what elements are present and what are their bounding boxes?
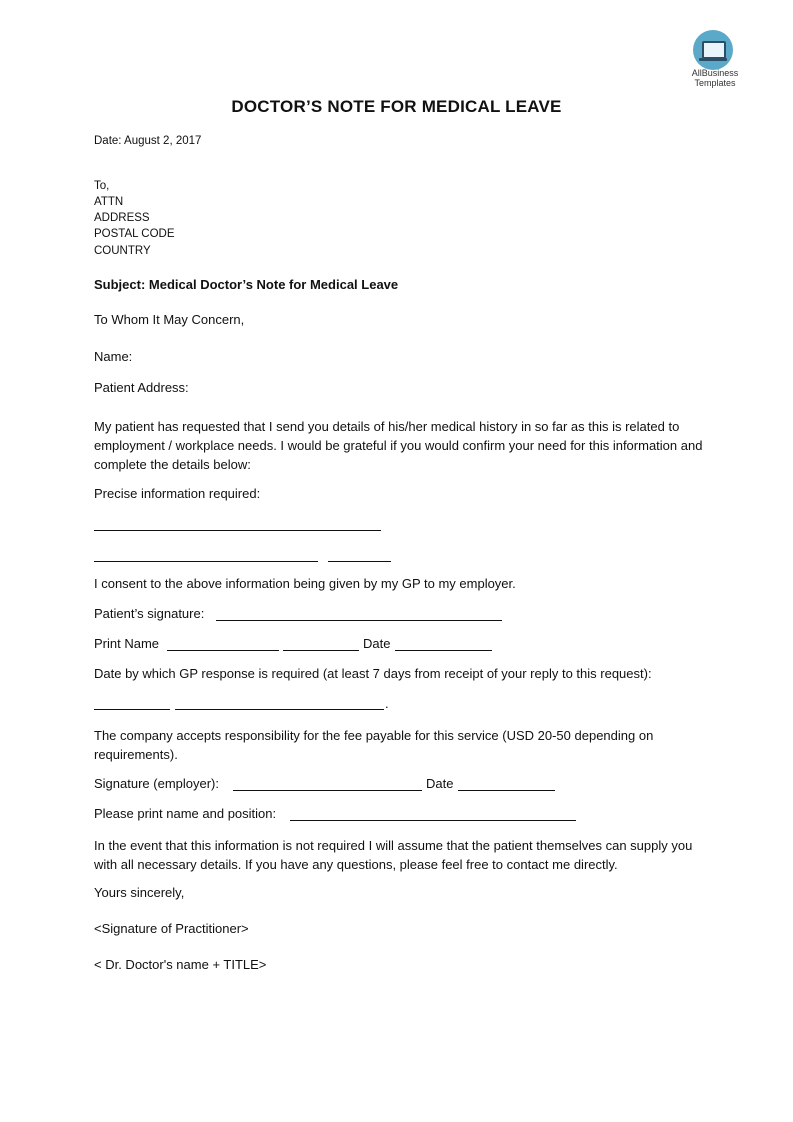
name-label: Name:	[94, 349, 133, 364]
print-name-position-label: Please print name and position:	[94, 806, 277, 821]
address-to: To,	[94, 180, 110, 192]
fee-paragraph: The company accepts responsibility for the fee payable for this service (USD 20-50 depending on requirements).	[94, 728, 654, 762]
address-address: ADDRESS	[94, 212, 150, 224]
salutation: To Whom It May Concern,	[94, 312, 245, 327]
address-postal-code: POSTAL CODE	[94, 228, 175, 240]
logo-line-2: Templates	[694, 78, 736, 88]
laptop-icon	[702, 41, 726, 59]
print-name-position-line[interactable]	[290, 808, 576, 821]
intro-paragraph: My patient has requested that I send you details of his/her medical history in so far as this is related to employment / workplace needs. I would be grateful if you would confirm your need for this information and complete the details below:	[94, 419, 703, 472]
print-date-label: Date	[363, 636, 391, 651]
gp-response-label: Date by which GP response is required (at least 7 days from receipt of your reply to this request):	[94, 666, 652, 681]
letter-date: Date: August 2, 2017	[94, 135, 202, 147]
employer-date-label: Date	[426, 776, 454, 791]
employer-signature-label: Signature (employer):	[94, 776, 219, 791]
print-name-line-1[interactable]	[167, 638, 279, 651]
closing-paragraph: In the event that this information is not required I will assume that the patient themselves can supply you with all necessary details. If you have any questions, please feel free to contact me directly.	[94, 838, 693, 872]
logo-line-1: AllBusiness	[691, 68, 739, 78]
patient-signature-label: Patient’s signature:	[94, 606, 205, 621]
subject-line: Subject: Medical Doctor’s Note for Medical Leave	[94, 277, 399, 292]
address-attn: ATTN	[94, 196, 124, 208]
employer-date-line[interactable]	[458, 778, 555, 791]
signature-placeholder: <Signature of Practitioner>	[94, 921, 249, 936]
gp-response-period: .	[385, 696, 389, 711]
print-name-label: Print Name	[94, 636, 160, 651]
allbusiness-logo-icon	[693, 30, 733, 70]
print-name-line-2[interactable]	[283, 638, 359, 651]
gp-response-line-1[interactable]	[94, 697, 170, 710]
print-date-line[interactable]	[395, 638, 492, 651]
gp-response-line-2[interactable]	[175, 697, 384, 710]
patient-signature-line[interactable]	[216, 608, 502, 621]
precise-info-label: Precise information required:	[94, 486, 261, 501]
sign-off: Yours sincerely,	[94, 885, 185, 900]
consent-text: I consent to the above information being given by my GP to my employer.	[94, 576, 516, 591]
address-country: COUNTRY	[94, 245, 151, 257]
logo-text	[680, 68, 750, 88]
doctor-name-placeholder: < Dr. Doctor's name + TITLE>	[94, 957, 267, 972]
employer-signature-line[interactable]	[233, 778, 422, 791]
precise-info-line-3[interactable]	[328, 549, 391, 562]
precise-info-line-2[interactable]	[94, 549, 318, 562]
precise-info-line-1[interactable]	[94, 518, 381, 531]
patient-address-label: Patient Address:	[94, 380, 189, 395]
document-title: DOCTOR’S NOTE FOR MEDICAL LEAVE	[231, 97, 562, 116]
